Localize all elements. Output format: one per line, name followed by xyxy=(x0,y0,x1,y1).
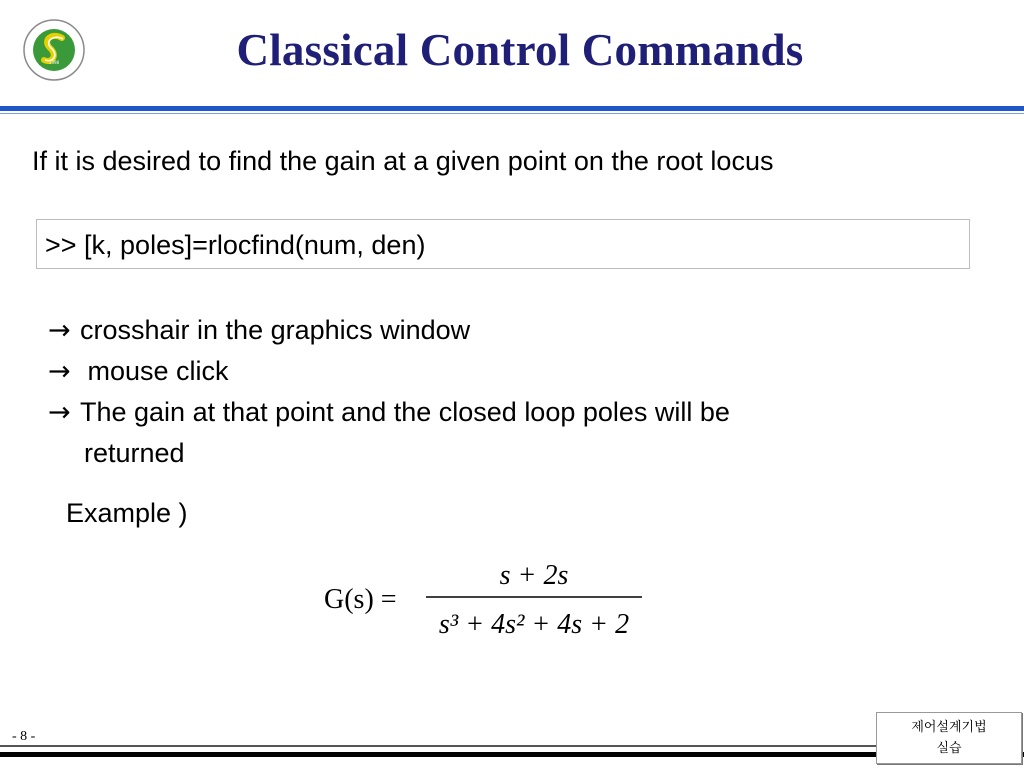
header-rule-thin xyxy=(0,113,1024,114)
arrow-right-icon: → xyxy=(48,397,71,428)
formula-lhs: G(s) = xyxy=(324,584,397,615)
code-line: >> [k, poles]=rlocfind(num, den) xyxy=(45,230,426,260)
svg-text:1398: 1398 xyxy=(48,60,60,65)
arrow-right-icon: → xyxy=(48,315,71,346)
bullet-item xyxy=(48,392,730,433)
header-rule xyxy=(0,106,1024,111)
footer-rule xyxy=(0,745,876,747)
page-title: Classical Control Commands xyxy=(236,25,804,75)
arrow-right-icon: → xyxy=(48,356,71,387)
bullet-text: The gain at that point and the closed loop poles will be xyxy=(80,397,730,427)
bullet-text: crosshair in the graphics window xyxy=(80,315,471,345)
skku-logo-icon xyxy=(22,18,86,82)
bullet-list xyxy=(48,310,730,474)
intro-text: If it is desired to find the gain at a given point on the root locus xyxy=(32,146,774,176)
page-number: - 8 - xyxy=(12,729,36,744)
bullet-item xyxy=(48,310,730,351)
course-line-2: 실습 xyxy=(936,741,962,756)
bullet-continuation-text: returned xyxy=(84,438,185,468)
formula-denominator: s³ + 4s² + 4s + 2 xyxy=(438,609,630,640)
footer-rule-thick xyxy=(0,752,1024,757)
formula-numerator: s + 2s xyxy=(499,560,569,591)
bullet-item xyxy=(48,351,730,392)
bullet-text: mouse click xyxy=(80,356,229,386)
course-line-1: 제어설계기법 xyxy=(911,720,987,735)
transfer-function-formula xyxy=(322,556,662,646)
bullet-item-continuation xyxy=(48,433,730,474)
example-label: Example ) xyxy=(66,498,188,528)
course-label-box xyxy=(876,712,1022,764)
code-box xyxy=(36,219,970,269)
